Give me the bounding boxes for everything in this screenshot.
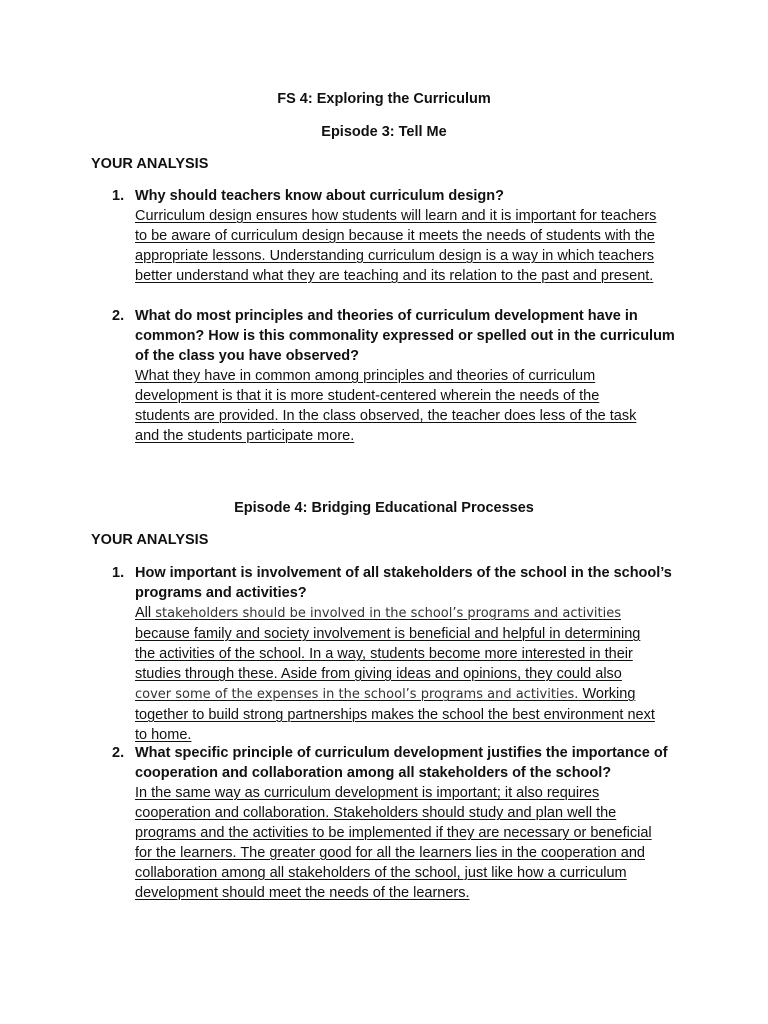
- answer-line: In the same way as curriculum development is important; it also requires: [135, 785, 600, 801]
- answer-line: What they have in common among principles and theories of curriculum: [135, 368, 596, 384]
- answer-line: the activities of the school. In a way, students become more interested in their: [135, 646, 633, 662]
- answer-line: better understand what they are teaching and its relation to the past and present.: [135, 268, 654, 284]
- answer-line: [135, 684, 655, 705]
- answer-line: programs and the activities to be implemented if they are necessary or beneficial: [135, 825, 652, 841]
- episode-4-title: Episode 4: Bridging Educational Processes: [234, 500, 534, 516]
- answer-line: development should meet the needs of the learners.: [135, 885, 470, 901]
- answer-segment: stakeholders should be involved in the school’s programs and activities: [151, 606, 621, 621]
- answer-line: studies through these. Aside from giving ideas and opinions, they could also: [135, 666, 622, 682]
- question-text: What do most principles and theories of curriculum development have in common? How is this commonality expressed or spelled out in the curriculum of the class you have observed?: [135, 308, 675, 364]
- episode-4-analysis-heading: YOUR ANALYSIS: [91, 532, 209, 548]
- question-text: How important is involvement of all stakeholders of the school in the school’s programs and activities?: [135, 565, 672, 601]
- answer-line: students are provided. In the class observed, the teacher does less of the task: [135, 408, 637, 424]
- answer-line: development is that it is more student-centered wherein the needs of the: [135, 388, 600, 404]
- question-number: 2.: [112, 745, 125, 761]
- question-text: What specific principle of curriculum development justifies the importance of cooperation and collaboration among all stakeholders of the school?: [135, 745, 668, 781]
- question-text: Why should teachers know about curriculum design?: [135, 188, 504, 204]
- episode-3-title: Episode 3: Tell Me: [321, 124, 447, 140]
- answer-segment: All: [135, 605, 152, 621]
- answer-block: [135, 206, 656, 286]
- answer-line: Curriculum design ensures how students will learn and it is important for teachers: [135, 208, 657, 224]
- answer-line: together to build strong partnerships makes the school the best environment next: [135, 707, 655, 723]
- answer-line: appropriate lessons. Understanding curriculum design is a way in which teachers: [135, 248, 655, 264]
- answer-block: [135, 783, 652, 903]
- answer-line: to be aware of curriculum design because it meets the needs of students with the: [135, 228, 655, 244]
- answer-line: collaboration among all stakeholders of the school, just like how a curriculum: [135, 865, 627, 881]
- answer-line: because family and society involvement is beneficial and helpful in determining: [135, 626, 641, 642]
- answer-block: [135, 366, 636, 446]
- answer-segment: Working: [578, 686, 636, 702]
- answer-line: [135, 603, 655, 624]
- answer-line: cooperation and collaboration. Stakeholders should study and plan well the: [135, 805, 617, 821]
- question-number: 2.: [112, 308, 125, 324]
- answer-block: [135, 603, 655, 745]
- question-number: 1.: [112, 565, 125, 581]
- answer-segment: cover some of the expenses in the school’s programs and activities.: [135, 687, 579, 702]
- answer-line: for the learners. The greater good for all the learners lies in the cooperation and: [135, 845, 645, 861]
- answer-line: and the students participate more.: [135, 428, 355, 444]
- episode-3-analysis-heading: YOUR ANALYSIS: [91, 156, 209, 172]
- question-number: 1.: [112, 188, 125, 204]
- answer-line: to home.: [135, 727, 192, 743]
- document-title: FS 4: Exploring the Curriculum: [277, 91, 491, 107]
